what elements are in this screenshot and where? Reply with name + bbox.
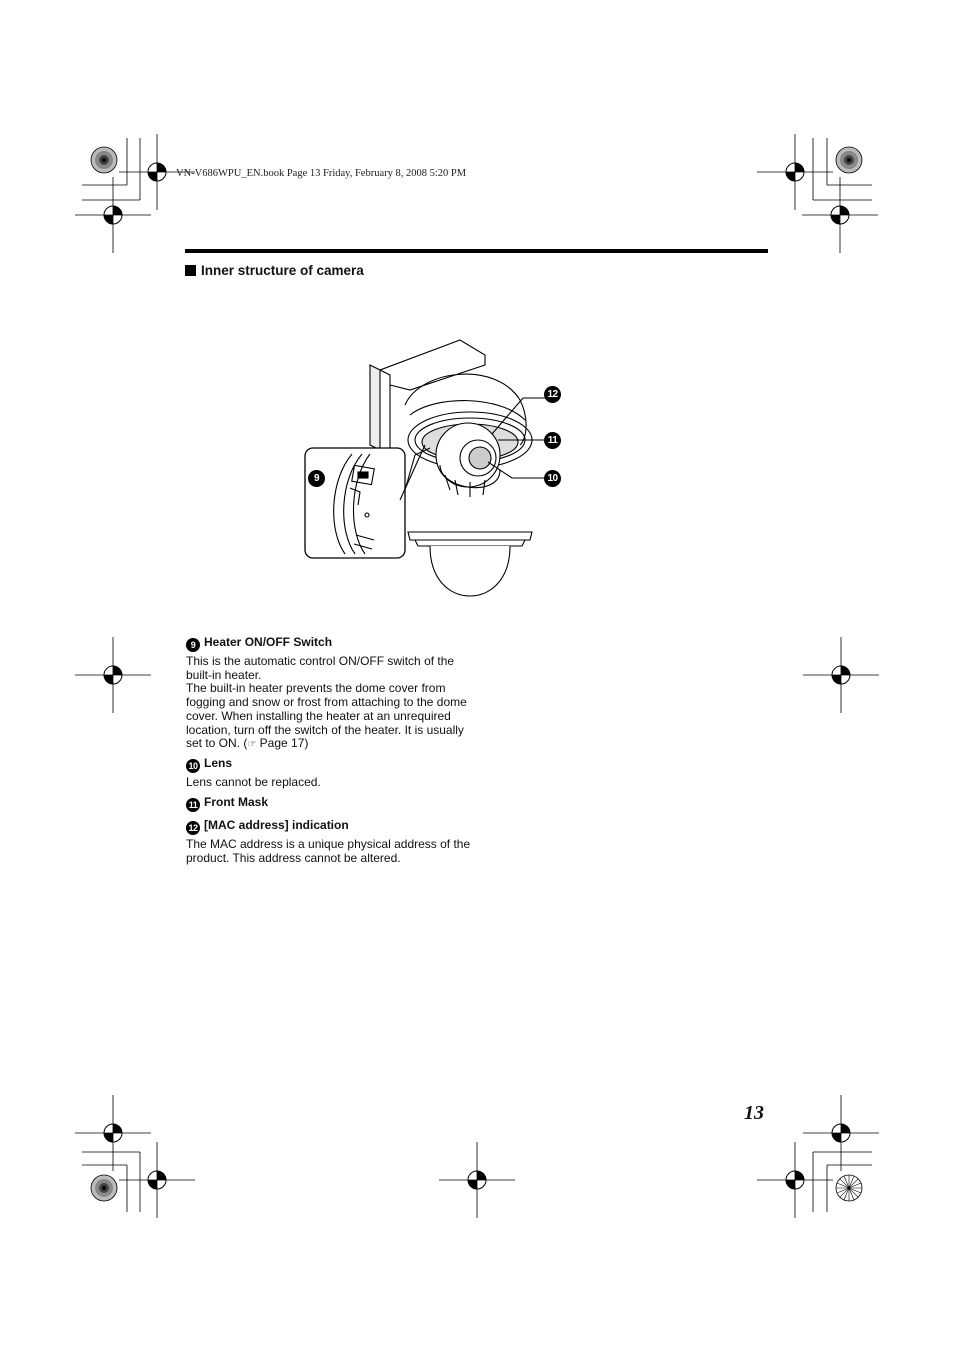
heading-square-icon <box>185 265 196 276</box>
starburst-target-icon <box>91 147 117 173</box>
camera-illustration <box>290 330 570 605</box>
item-mac-address-title <box>186 818 349 835</box>
callout-11: 11 <box>544 432 561 449</box>
starburst-target-icon <box>91 1175 117 1201</box>
section-rule <box>185 249 768 253</box>
pointing-hand-icon: ☞ <box>247 739 257 751</box>
starburst-target-icon <box>836 147 862 173</box>
item-front-mask-title <box>186 795 268 812</box>
crosshair-icon <box>802 177 878 253</box>
item-lens-desc: Lens cannot be replaced. <box>186 775 321 789</box>
crosshair-icon <box>757 1142 833 1218</box>
callout-10: 10 <box>544 470 561 487</box>
heater-paragraph-1: This is the automatic control ON/OFF switch of the built-in heater. <box>186 654 455 682</box>
starburst-target-icon <box>836 1175 862 1201</box>
number-12-badge: 12 <box>186 821 200 835</box>
crosshair-icon <box>439 1142 515 1218</box>
item-heater-switch-label: Heater ON/OFF Switch <box>204 635 333 649</box>
crosshair-icon <box>75 637 151 713</box>
crosshair-icon <box>757 134 833 210</box>
item-heater-switch-desc <box>186 655 476 752</box>
item-lens-title <box>186 756 232 773</box>
number-9-badge: 9 <box>186 638 200 652</box>
section-heading <box>185 263 364 278</box>
crosshair-icon <box>803 637 879 713</box>
page-header: VN-V686WPU_EN.book Page 13 Friday, February 8, 2008 5:20 PM <box>176 168 467 179</box>
crosshair-icon <box>803 1095 879 1171</box>
section-heading-text: Inner structure of camera <box>201 263 364 278</box>
crosshair-icon <box>119 1142 195 1218</box>
number-10-badge: 10 <box>186 759 200 773</box>
heater-paragraph-2: The built-in heater prevents the dome cover from fogging and snow or frost from attaching to the dome cover. When installing the heater at an unrequired location, turn off the switch of the heater. It is usually set to ON. (☞ Page 17) <box>186 681 467 751</box>
item-heater-switch-title <box>186 635 332 652</box>
item-lens-label: Lens <box>204 756 233 770</box>
callout-12: 12 <box>544 386 561 403</box>
item-mac-address-label: [MAC address] indication <box>204 818 349 832</box>
page-number: 13 <box>744 1102 764 1124</box>
item-mac-address-desc: The MAC address is a unique physical address of the product. This address cannot be altered. <box>186 837 471 865</box>
number-11-badge: 11 <box>186 798 200 812</box>
callout-9: 9 <box>308 470 325 487</box>
item-front-mask-label: Front Mask <box>204 795 269 809</box>
camera-drawing <box>290 330 570 605</box>
